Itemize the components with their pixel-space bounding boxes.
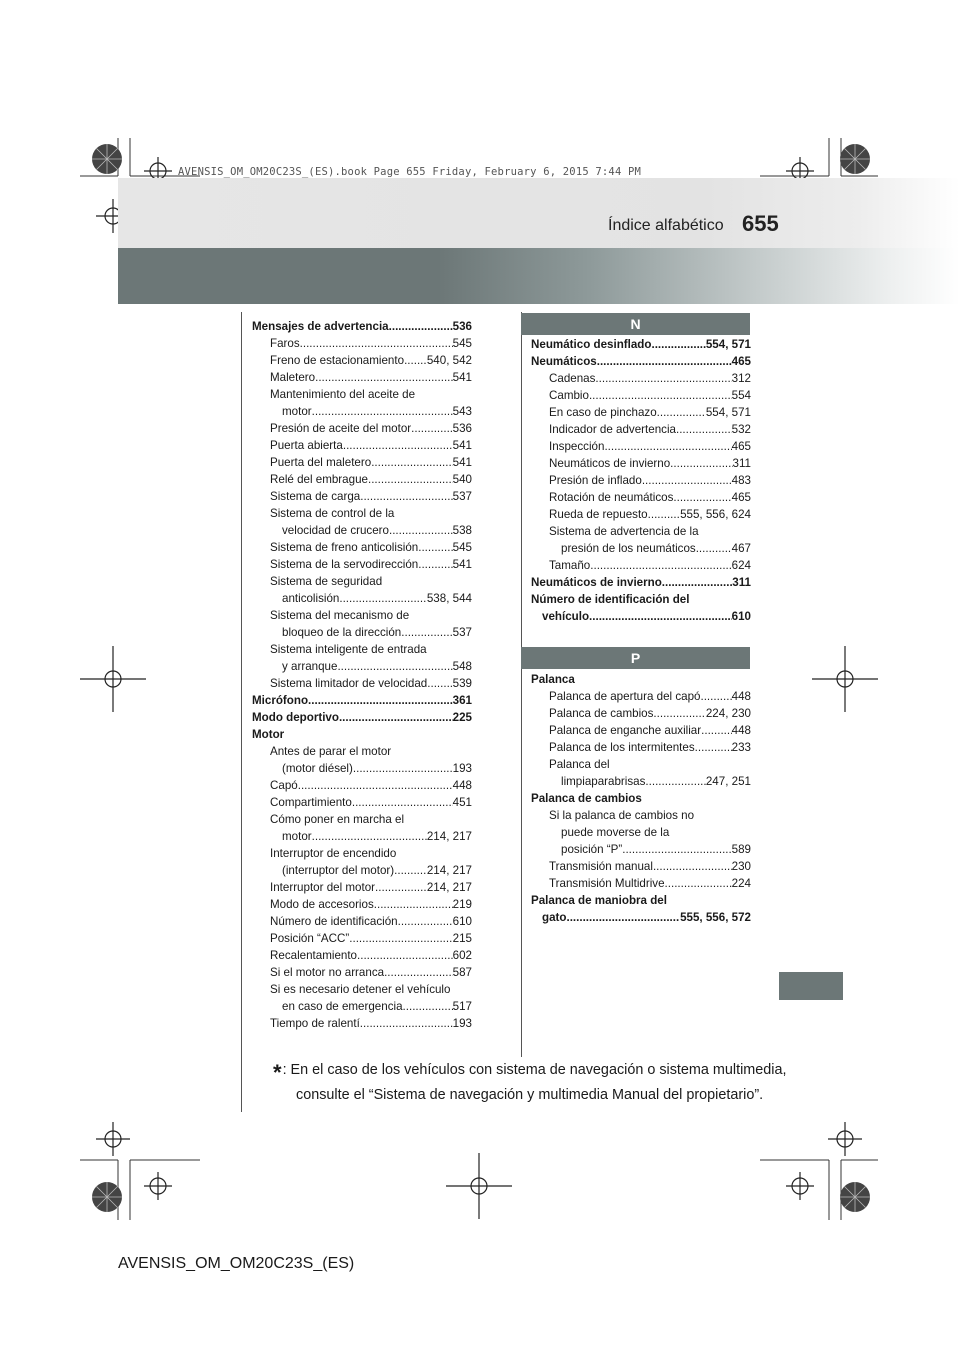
index-entry [531,506,751,523]
index-entry-page: 610 [731,610,751,623]
index-entry-page: 465 [731,355,751,368]
index-entry [531,574,751,591]
dot-leader [398,913,453,930]
index-entry-page: 554 [731,389,751,402]
index-entry-page: 311 [732,457,751,470]
index-entry [252,607,472,624]
index-entry-term: Número de identificación [270,915,398,928]
index-entry-term: Palanca del [549,758,610,771]
dot-leader [368,471,453,488]
index-entry-term: Motor [252,728,285,741]
footnote-marker: * [273,1060,282,1085]
index-entry-page: 224 [731,877,751,890]
index-entry-page: 537 [452,626,472,639]
index-entry [252,658,472,675]
section-title: Índice alfabético [608,217,724,234]
index-entry-page: 541 [452,456,472,469]
index-entry-term: Mensajes de advertencia [252,320,389,333]
dot-leader [312,403,453,420]
index-entry [531,790,751,807]
index-entry-term: Palanca de cambios [531,792,642,805]
index-entry [252,590,472,607]
dot-leader [665,875,732,892]
dot-leader [360,488,452,505]
index-entry-page: 483 [731,474,751,487]
dot-leader [353,760,453,777]
dot-leader [653,858,732,875]
index-entry-page: 225 [452,711,472,724]
left-column-rule [241,312,242,1112]
index-entry-page: 540 [452,473,472,486]
index-entry-term: Si el motor no arranca [270,966,385,979]
header-band-light [118,178,960,248]
index-entry-term: Antes de parar el motor [270,745,392,758]
dot-leader [389,318,453,335]
index-entry-term: Puerta del maletero [270,456,372,469]
index-entry [252,386,472,403]
index-entry [252,879,472,896]
dot-leader [339,709,453,726]
index-entry-term: Rotación de neumáticos [549,491,674,504]
index-entry-page: 517 [452,1000,472,1013]
index-entry-page: 448 [452,779,472,792]
index-entry [252,709,472,726]
index-entry-term: Sistema de la servodirección [270,558,419,571]
index-entry-page: 602 [452,949,472,962]
dot-leader [695,739,732,756]
index-entry-term: Neumático desinflado [531,338,652,351]
index-entry-term: Transmisión manual [549,860,653,873]
index-entry [531,370,751,387]
index-entry-term: (interruptor del motor) [282,864,395,877]
index-entry-term: Palanca de cambios [549,707,654,720]
index-entry [252,573,472,590]
index-entry [252,505,472,522]
index-entry-page: 247, 251 [705,775,751,788]
index-entry [252,318,472,335]
dot-leader [566,909,680,926]
dot-leader [427,675,452,692]
index-entry-term: (motor diésel) [282,762,353,775]
index-entry-term: Palanca de los intermitentes [549,741,695,754]
book-info-stamp: AVENSIS_OM_OM20C23S_(ES).book Page 655 Friday, February 6, 2015 7:44 PM [178,166,642,178]
index-entry-term: Puerta abierta [270,439,343,452]
index-entry-term: Posición “ACC” [270,932,350,945]
dot-leader [375,879,427,896]
index-entry-page: 214, 217 [426,881,472,894]
dot-leader [343,437,453,454]
dot-leader [657,404,706,421]
dot-leader [676,421,732,438]
dot-leader [648,506,680,523]
section-letter-p: P [521,647,750,669]
index-entry-page: 448 [731,690,751,703]
index-entry-term: Cómo poner en marcha el [270,813,405,826]
index-entry [531,523,751,540]
index-entry-term: Sistema del mecanismo de [270,609,410,622]
index-entry [252,624,472,641]
footnote-line-2: consulte el “Sistema de navegación y multimedia Manual del propietario”. [296,1087,764,1103]
dot-leader [622,841,731,858]
index-entry-term: motor [282,830,312,843]
index-entry-page: 543 [452,405,472,418]
index-entry-term: posición “P” [561,843,623,856]
index-entry [252,488,472,505]
dot-leader [337,658,452,675]
index-entry-term: Recalentamiento [270,949,358,962]
index-entry-term: Transmisión Multidrive [549,877,665,890]
dot-leader [371,454,452,471]
index-entry-term: Rueda de repuesto [549,508,648,521]
dot-leader [403,998,453,1015]
index-entry-term: Palanca [531,673,575,686]
index-entry-page: 538, 544 [426,592,472,605]
index-entry [252,794,472,811]
index-entry [531,909,751,926]
index-entry-term: limpiaparabrisas [561,775,646,788]
dot-leader [315,369,453,386]
dot-leader [597,353,732,370]
index-entry-page: 312 [731,372,751,385]
index-entry [531,455,751,472]
index-entry [252,1015,472,1032]
index-entry-term: Interruptor de encendido [270,847,397,860]
index-entry [531,722,751,739]
index-entry-term: Sistema limitador de velocidad [270,677,428,690]
index-entry-term: Modo de accesorios [270,898,374,911]
index-entry-term: Sistema de carga [270,490,361,503]
index-entry-term: presión de los neumáticos [561,542,696,555]
index-entry-page: 448 [731,724,751,737]
dot-leader [349,930,452,947]
index-entry [531,824,751,841]
dot-leader [604,438,731,455]
index-entry-page: 536 [452,422,472,435]
index-entry-term: Sistema inteligente de entrada [270,643,427,656]
index-entry-term: Freno de estacionamiento [270,354,405,367]
index-entry [252,828,472,845]
dot-leader [389,522,453,539]
index-entry [531,858,751,875]
index-entry-term: Palanca de maniobra del [531,894,667,907]
dot-leader [651,336,705,353]
dot-leader [352,794,453,811]
index-entry-term: Sistema de seguridad [270,575,383,588]
index-entry-term: Neumáticos de invierno [531,576,662,589]
index-entry [252,913,472,930]
index-entry-term: Mantenimiento del aceite de [270,388,416,401]
index-entry [252,692,472,709]
dot-leader [589,387,732,404]
dot-leader [312,828,427,845]
dot-leader [589,608,732,625]
index-entry-term: en caso de emergencia [282,1000,403,1013]
index-entry-page: 554, 571 [705,406,751,419]
index-entry-page: 465 [731,491,751,504]
dot-leader [673,489,731,506]
index-entry-term: Capó [270,779,298,792]
dot-leader [300,335,453,352]
index-entry-term: Sistema de control de la [270,507,395,520]
index-entry [531,875,751,892]
index-entry-page: 555, 556, 624 [680,508,751,521]
index-entry [531,807,751,824]
index-entry-term: Micrófono [252,694,309,707]
index-entry-page: 541 [452,558,472,571]
index-entry [252,420,472,437]
index-entry-page: 610 [452,915,472,928]
dot-leader [394,862,427,879]
index-entry-term: vehículo [542,610,590,623]
footnote-line-1 [273,1060,787,1086]
middle-column-rule [521,312,522,1057]
dot-leader [653,705,705,722]
dot-leader [357,947,453,964]
index-entry [252,896,472,913]
dot-leader [360,1015,453,1032]
index-entry-term: Indicador de advertencia [549,423,676,436]
index-entry [531,756,751,773]
index-entry-page: 589 [731,843,751,856]
index-entry [531,438,751,455]
footnote-text-1: : En el caso de los vehículos con sistema de navegación o sistema multimedia, [282,1062,787,1078]
index-entry-term: Presión de aceite del motor [270,422,412,435]
index-entry-page: 193 [452,1017,472,1030]
index-entry-term: puede moverse de la [561,826,670,839]
index-entry-page: 541 [452,439,472,452]
index-entry-term: Cadenas [549,372,596,385]
index-entry [531,705,751,722]
index-entry-page: 214, 217 [426,830,472,843]
dot-leader [670,455,732,472]
index-entry [252,845,472,862]
dot-leader [595,370,731,387]
index-entry-page: 233 [731,741,751,754]
index-entry-term: Compartimiento [270,796,352,809]
index-entry [531,688,751,705]
index-entry-page: 538 [452,524,472,537]
index-entry-term: anticolisión [282,592,340,605]
index-entry [252,930,472,947]
index-entry [531,841,751,858]
dot-leader [308,692,453,709]
index-entry [531,773,751,790]
index-entry-page: 361 [452,694,472,707]
dot-leader [339,590,427,607]
index-column-left [252,318,472,1032]
index-entry [531,353,751,370]
header-band-dark [118,248,960,304]
index-entry-term: Sistema de advertencia de la [549,525,699,538]
index-entry [252,471,472,488]
dot-leader [696,540,732,557]
index-entry [531,591,751,608]
dot-leader [411,420,453,437]
page-number: 655 [742,211,779,236]
index-entry-term: Cambio [549,389,589,402]
index-entry-term: motor [282,405,312,418]
dot-leader [418,556,452,573]
dot-leader [384,964,453,981]
index-section-n [531,336,751,625]
index-entry [531,739,751,756]
index-entry-term: Interruptor del motor [270,881,376,894]
index-entry-term: Faros [270,337,300,350]
index-entry [252,760,472,777]
index-entry-term: En caso de pinchazo [549,406,657,419]
index-entry [252,539,472,556]
index-entry [252,454,472,471]
index-entry-page: 219 [452,898,472,911]
index-entry-term: bloqueo de la dirección [282,626,402,639]
dot-leader [374,896,453,913]
index-entry [252,964,472,981]
index-entry-page: 215 [452,932,472,945]
index-entry [531,472,751,489]
index-entry [531,540,751,557]
index-entry-term: y arranque [282,660,338,673]
dot-leader [642,472,732,489]
thumb-index-tab [779,972,843,1000]
index-entry-term: Modo deportivo [252,711,339,724]
index-entry [252,947,472,964]
index-entry [531,608,751,625]
index-entry-page: 587 [452,966,472,979]
index-entry-page: 532 [731,423,751,436]
index-entry-term: gato [542,911,567,924]
index-entry [531,404,751,421]
index-entry-page: 548 [452,660,472,673]
index-entry-page: 554, 571 [705,338,751,351]
dot-leader [418,539,452,556]
index-entry-page: 451 [452,796,472,809]
index-entry-page: 467 [731,542,751,555]
dot-leader [298,777,453,794]
index-entry [252,335,472,352]
index-entry [252,403,472,420]
dot-leader [662,574,732,591]
index-entry-page: 311 [732,576,751,589]
document-id: AVENSIS_OM_OM20C23S_(ES) [118,1255,355,1272]
index-entry [531,387,751,404]
index-entry [531,557,751,574]
index-entry-page: 545 [452,337,472,350]
index-entry [252,352,472,369]
index-entry [531,336,751,353]
index-entry [252,862,472,879]
index-entry [252,369,472,386]
index-entry-page: 545 [452,541,472,554]
index-entry-page: 540, 542 [426,354,472,367]
dot-leader [645,773,705,790]
index-entry [252,556,472,573]
index-entry-term: Neumáticos de invierno [549,457,671,470]
index-entry-term: Inspección [549,440,605,453]
index-section-p [531,671,751,926]
dot-leader [401,624,452,641]
dot-leader [404,352,427,369]
index-entry-page: 193 [452,762,472,775]
index-entry [252,998,472,1015]
index-entry [531,892,751,909]
index-entry [531,671,751,688]
index-entry-term: Si la palanca de cambios no [549,809,695,822]
index-entry [252,726,472,743]
index-entry [252,675,472,692]
index-entry-page: 214, 217 [426,864,472,877]
index-entry-term: Si es necesario detener el vehículo [270,983,451,996]
index-entry-term: velocidad de crucero [282,524,389,537]
index-entry-term: Relé del embrague [270,473,368,486]
index-entry [252,981,472,998]
index-entry-page: 230 [731,860,751,873]
index-entry-term: Presión de inflado [549,474,642,487]
index-entry [531,489,751,506]
index-entry [252,522,472,539]
dot-leader [700,688,731,705]
index-entry-page: 536 [452,320,472,333]
index-entry-page: 539 [452,677,472,690]
index-entry-term: Tamaño [549,559,591,572]
index-entry-page: 541 [452,371,472,384]
index-entry [252,743,472,760]
index-entry-term: Número de identificación del [531,593,690,606]
index-entry-page: 465 [731,440,751,453]
index-entry-page: 224, 230 [705,707,751,720]
index-entry [252,641,472,658]
dot-leader [701,722,732,739]
index-entry-term: Palanca de enganche auxiliar [549,724,702,737]
index-entry-page: 537 [452,490,472,503]
index-entry-term: Maletero [270,371,316,384]
index-entry-term: Sistema de freno anticolisión [270,541,419,554]
section-letter-n: N [521,313,750,335]
dot-leader [590,557,731,574]
index-entry [252,811,472,828]
index-entry [252,777,472,794]
index-entry-term: Palanca de apertura del capó [549,690,701,703]
index-entry [531,421,751,438]
index-entry-page: 624 [731,559,751,572]
index-entry-term: Neumáticos [531,355,597,368]
index-entry [252,437,472,454]
index-entry-term: Tiempo de ralentí [270,1017,360,1030]
index-entry-page: 555, 556, 572 [680,911,751,924]
